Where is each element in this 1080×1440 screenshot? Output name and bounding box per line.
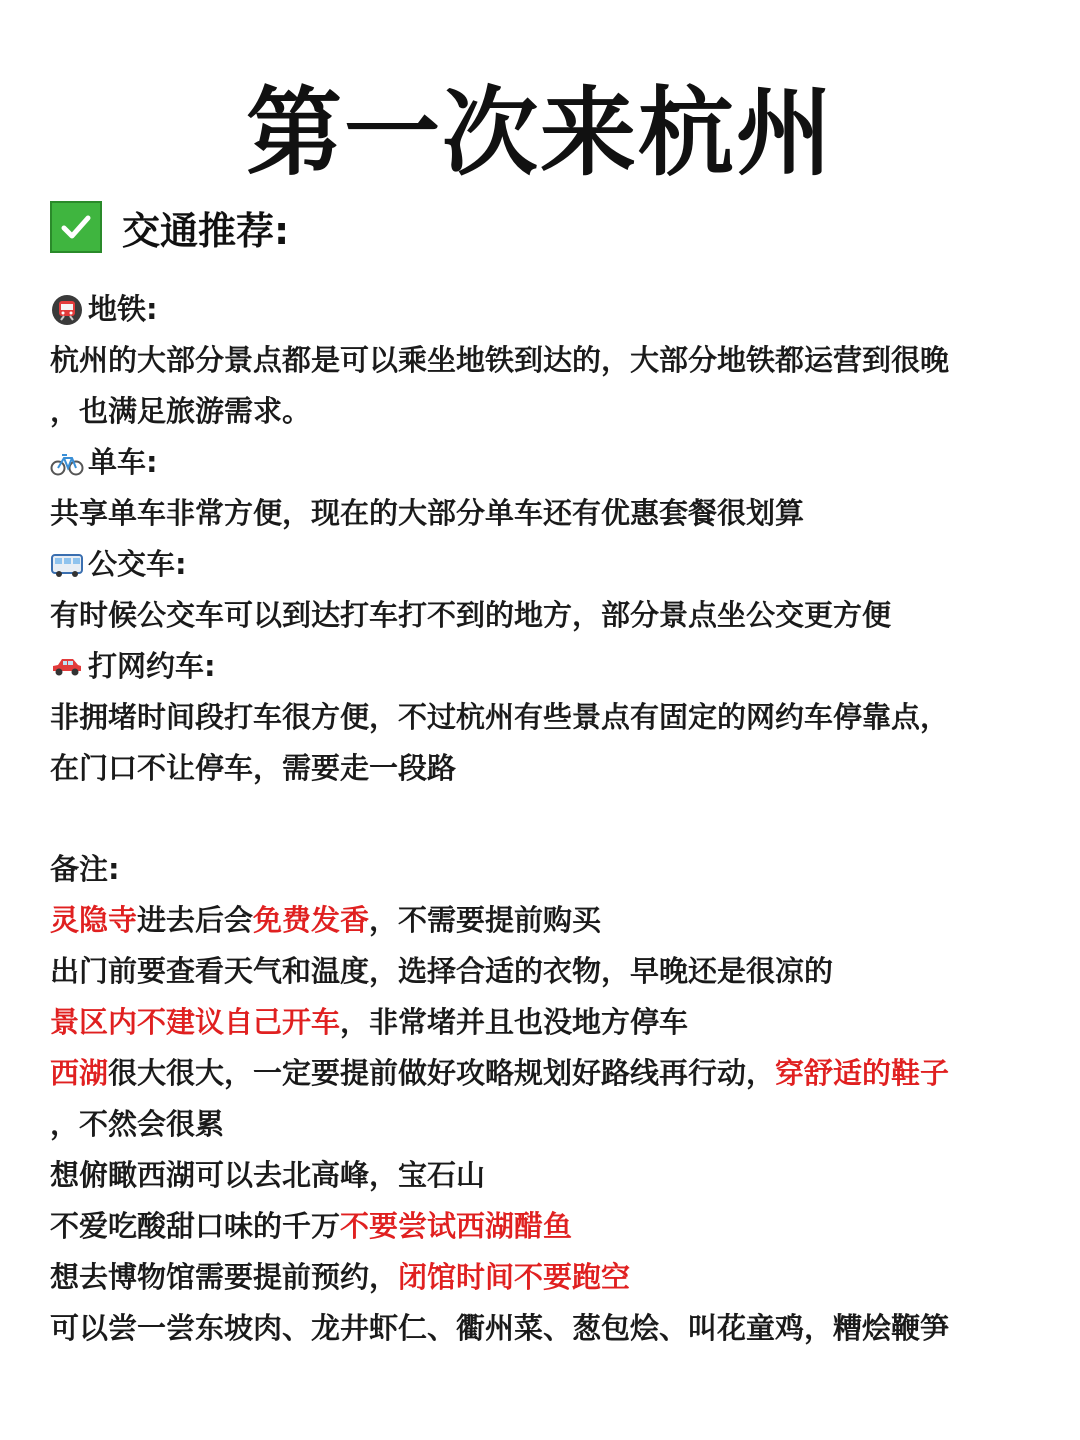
section-title: 交通推荐: — [122, 208, 290, 253]
notes-list — [50, 895, 1050, 1354]
note-text: 可以尝一尝东坡肉、龙井虾仁、衢州菜、葱包烩、叫花童鸡，糟烩鞭笋 — [50, 1311, 950, 1345]
transport-text: 非拥堵时间段打车很方便，不过杭州有些景点有固定的网约车停靠点， — [50, 700, 950, 734]
note-line — [50, 1099, 1050, 1150]
note-highlight: 景区内不建议自己开车 — [50, 1005, 341, 1039]
note-highlight: 闭馆时间不要跑空 — [398, 1260, 631, 1294]
transport-text: 杭州的大部分景点都是可以乘坐地铁到达的，大部分地铁都运营到很晚 — [50, 343, 950, 377]
note-highlight: 灵隐寺 — [50, 903, 138, 937]
note-highlight: 穿舒适的鞋子 — [775, 1056, 950, 1090]
note-line — [50, 1252, 1050, 1303]
note-text: ，非常堵并且也没地方停车 — [340, 1005, 689, 1039]
bicycle-icon — [50, 446, 84, 480]
bus-icon — [50, 548, 84, 582]
note-text: 很大很大，一定要提前做好攻略规划好路线再行动， — [108, 1056, 776, 1090]
note-line — [50, 895, 1050, 946]
note-text: ，不然会很累 — [50, 1107, 225, 1141]
section-header — [50, 200, 289, 254]
transport-metro-head — [50, 284, 1050, 335]
content — [50, 284, 1050, 1354]
transport-label: 单车: — [88, 445, 158, 479]
transport-text: 有时候公交车可以到达打车打不到的地方，部分景点坐公交更方便 — [50, 598, 892, 632]
note-text: ，不需要提前购买 — [369, 903, 602, 937]
note-text: 想俯瞰西湖可以去北高峰，宝石山 — [50, 1158, 486, 1192]
note-highlight: 免费发香 — [253, 903, 370, 937]
check-mark-icon — [50, 201, 102, 253]
transport-car-head — [50, 641, 1050, 692]
note-text: 进去后会 — [137, 903, 254, 937]
transport-label: 地铁: — [88, 292, 158, 326]
transport-text: ，也满足旅游需求。 — [50, 394, 312, 428]
note-line — [50, 1201, 1050, 1252]
note-highlight: 不要尝试西湖醋鱼 — [340, 1209, 573, 1243]
note-line — [50, 1150, 1050, 1201]
note-text: 出门前要查看天气和温度，选择合适的衣物，早晚还是很凉的 — [50, 954, 834, 988]
car-icon — [50, 650, 84, 684]
transport-bike-head — [50, 437, 1050, 488]
spacer — [50, 794, 1050, 844]
notes-label: 备注: — [50, 852, 120, 886]
note-line — [50, 997, 1050, 1048]
transport-label: 打网约车: — [88, 649, 216, 683]
note-text: 想去博物馆需要提前预约， — [50, 1260, 399, 1294]
note-text: 不爱吃酸甜口味的千万 — [50, 1209, 341, 1243]
note-line — [50, 1048, 1050, 1099]
transport-bus-head — [50, 539, 1050, 590]
transport-text: 在门口不让停车，需要走一段路 — [50, 751, 457, 785]
note-line — [50, 1303, 1050, 1354]
transport-text: 共享单车非常方便，现在的大部分单车还有优惠套餐很划算 — [50, 496, 805, 530]
page-title: 第一次来杭州 — [246, 77, 834, 189]
metro-icon — [50, 293, 84, 327]
transport-label: 公交车: — [88, 547, 187, 581]
note-highlight: 西湖 — [50, 1056, 109, 1090]
note-line — [50, 946, 1050, 997]
